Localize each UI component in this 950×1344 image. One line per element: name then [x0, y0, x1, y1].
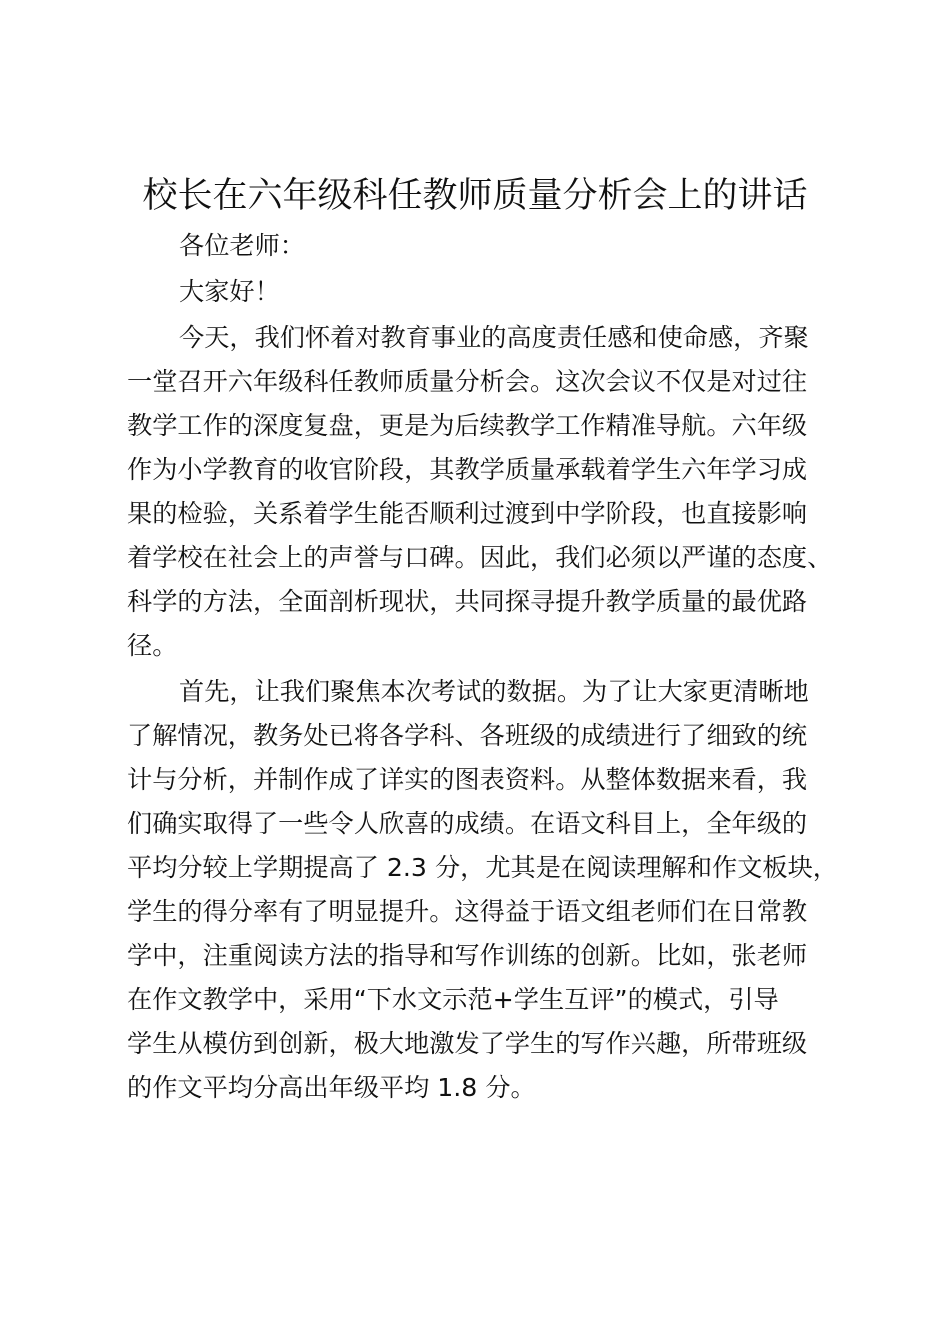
paragraph-1-line-5: 果的检验，关系着学生能否顺利过渡到中学阶段，也直接影响: [127, 499, 808, 528]
paragraph-1-line-3: 教学工作的深度复盘，更是为后续教学工作精准导航。六年级: [127, 411, 808, 440]
paragraph-2-line-2: 了解情况，教务处已将各学科、各班级的成绩进行了细致的统: [127, 721, 808, 750]
greeting: 大家好！: [179, 277, 280, 306]
paragraph-1-line-7: 科学的方法，全面剖析现状，共同探寻提升教学质量的最优路: [127, 587, 808, 616]
paragraph-2-line-8: 在作文教学中，采用“下水文示范+学生互评”的模式，引导: [127, 985, 779, 1014]
paragraph-1-line-6: 着学校在社会上的声誉与口碑。因此，我们必须以严谨的态度、: [127, 543, 833, 572]
paragraph-2-line-5: 平均分较上学期提高了 2.3 分，尤其是在阅读理解和作文板块，: [127, 853, 838, 882]
paragraph-2-line-10: 的作文平均分高出年级平均 1.8 分。: [127, 1073, 536, 1102]
paragraph-1-line-4: 作为小学教育的收官阶段，其教学质量承载着学生六年学习成: [127, 455, 808, 484]
paragraph-2-line-3: 计与分析，并制作成了详实的图表资料。从整体数据来看，我: [127, 765, 808, 794]
salutation: 各位老师：: [179, 231, 305, 260]
paragraph-2-line-6: 学生的得分率有了明显提升。这得益于语文组老师们在日常教: [127, 897, 808, 926]
paragraph-1-line-2: 一堂召开六年级科任教师质量分析会。这次会议不仅是对过往: [127, 367, 808, 396]
document-title: 校长在六年级科任教师质量分析会上的讲话: [142, 176, 808, 216]
paragraph-2-line-7: 学中，注重阅读方法的指导和写作训练的创新。比如，张老师: [127, 941, 808, 970]
paragraph-2-line-9: 学生从模仿到创新，极大地激发了学生的写作兴趣，所带班级: [127, 1029, 808, 1058]
paragraph-1-line-8: 径。: [127, 631, 178, 660]
paragraph-2-line-1: 首先，让我们聚焦本次考试的数据。为了让大家更清晰地: [179, 677, 809, 706]
paragraph-1-line-1: 今天，我们怀着对教育事业的高度责任感和使命感，齐聚: [179, 323, 809, 352]
paragraph-2-line-4: 们确实取得了一些令人欣喜的成绩。在语文科目上，全年级的: [127, 809, 808, 838]
